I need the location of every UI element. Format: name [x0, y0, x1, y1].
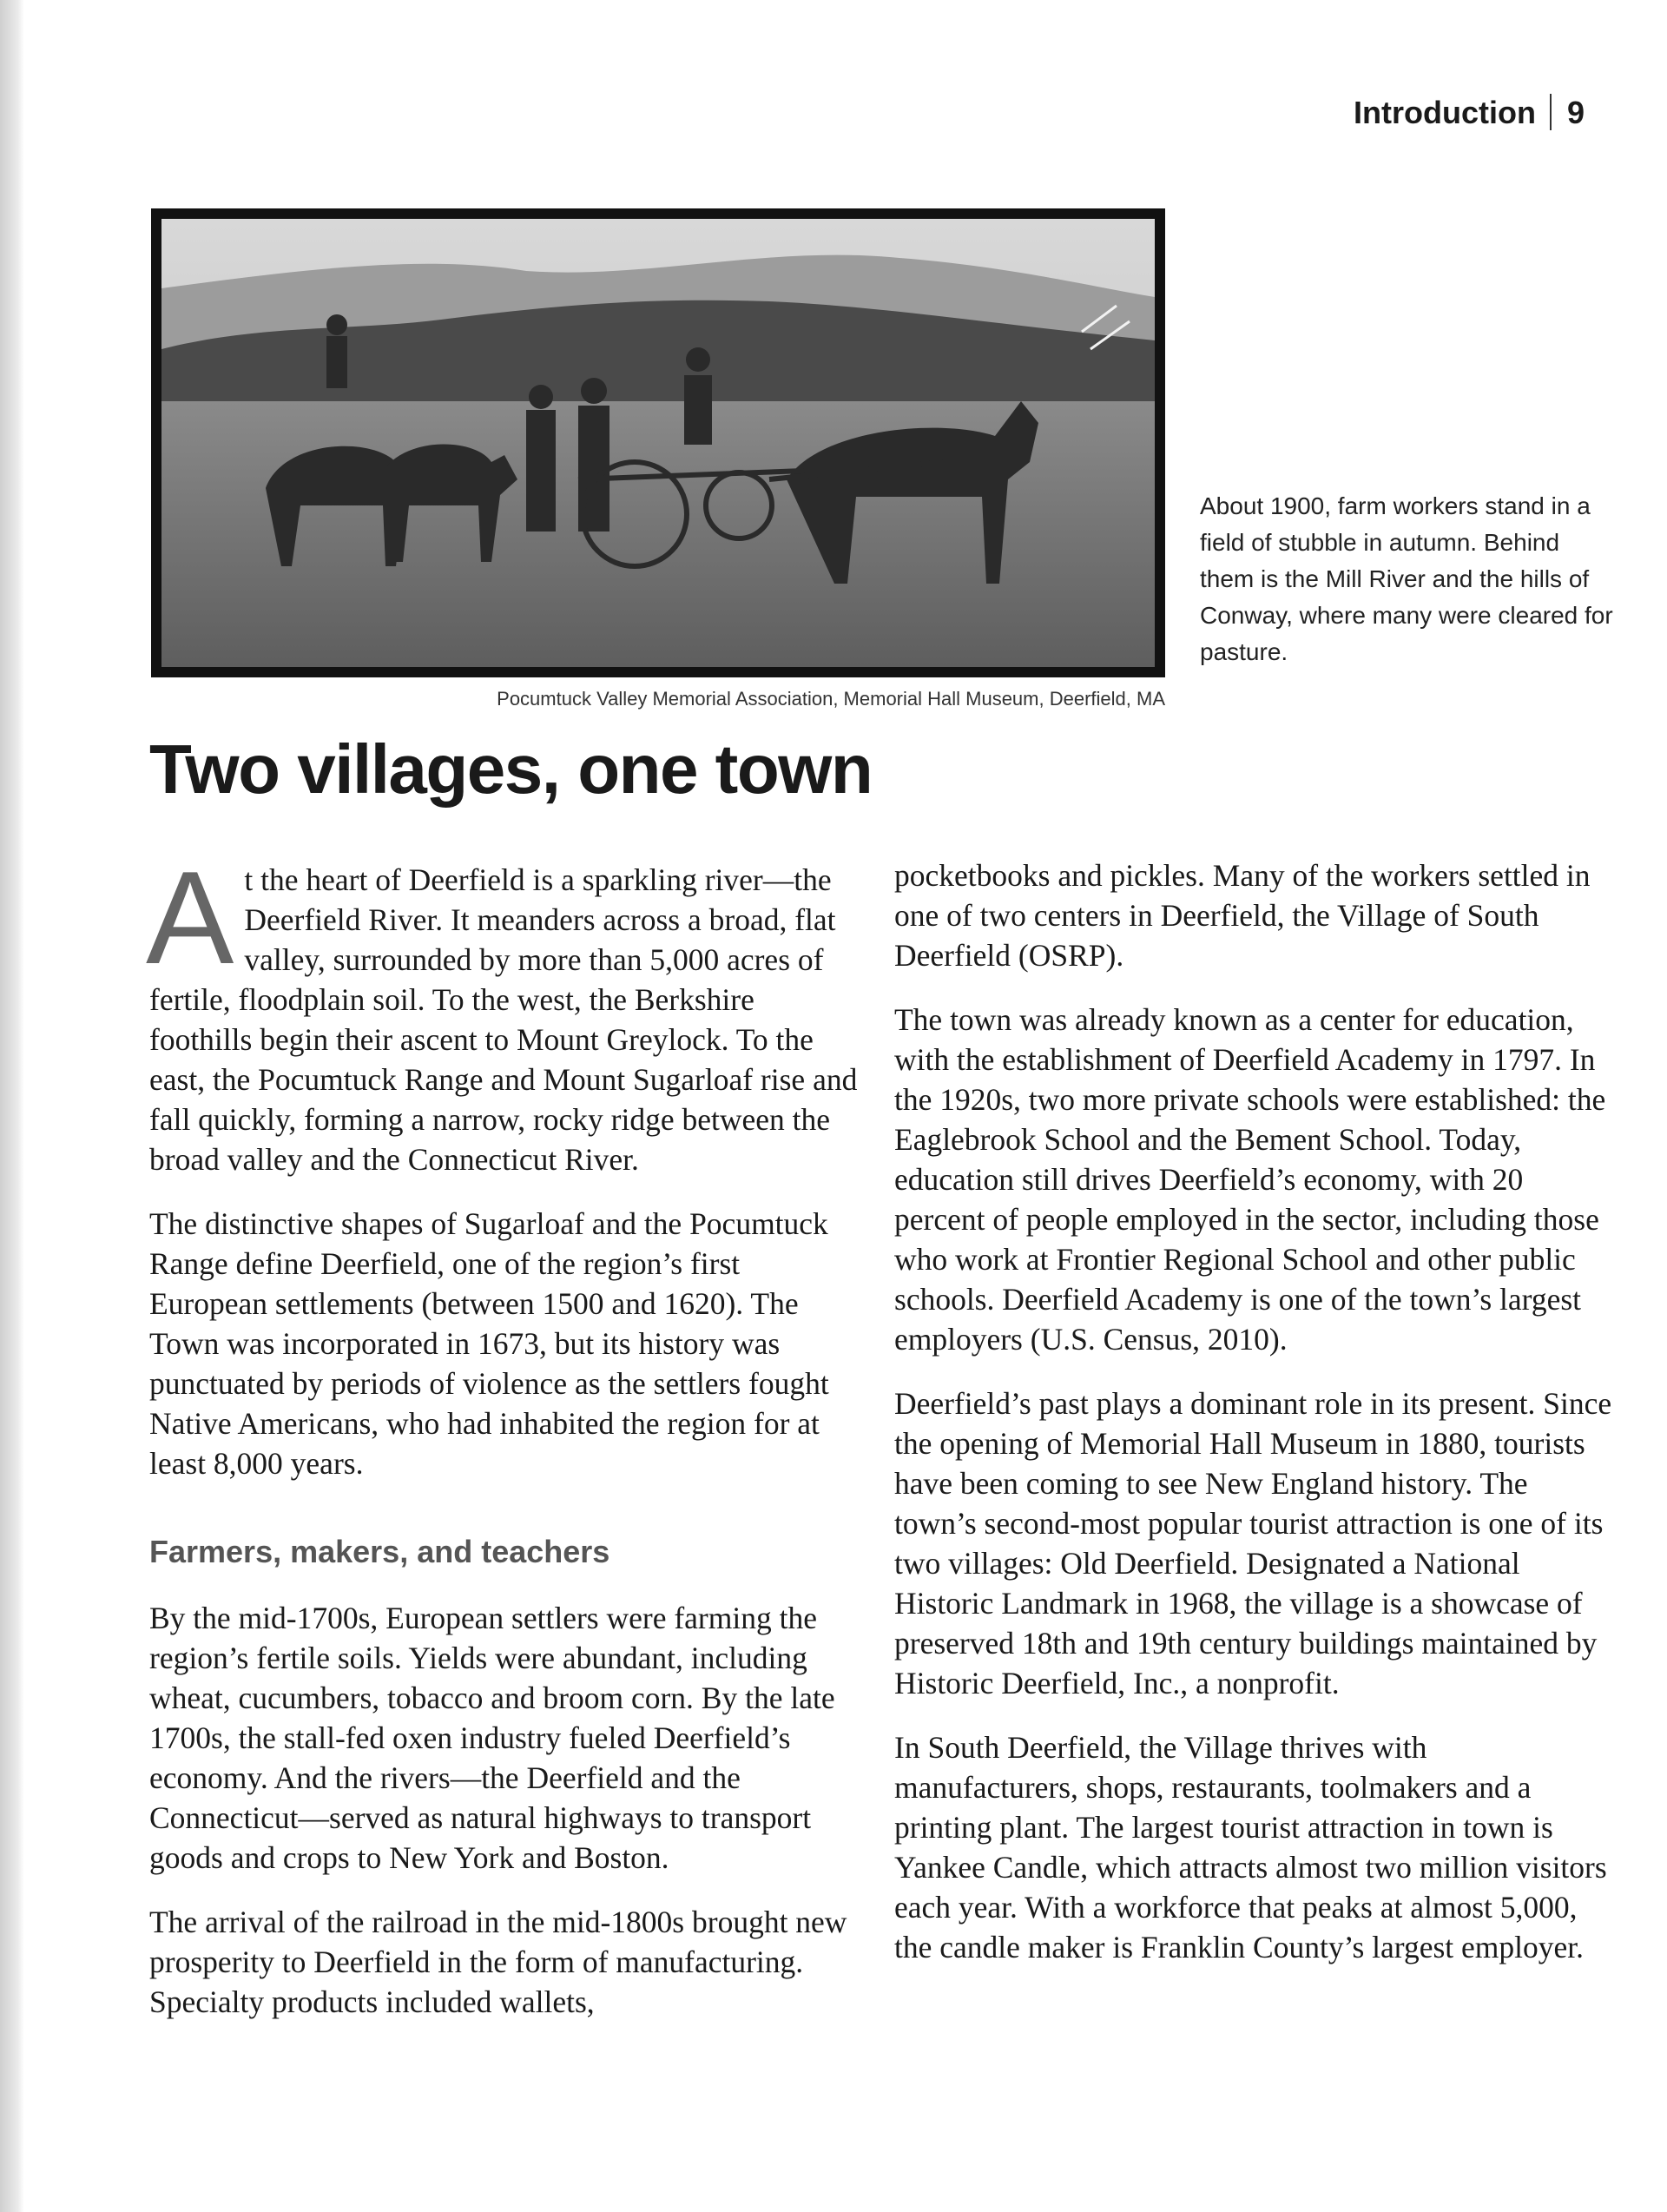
left-column	[146, 844, 861, 2046]
running-head	[1354, 94, 1585, 131]
paragraph: pocketbooks and pickles. Many of the workers settled in one of two centers in Deerfield, the Village of South Deerfield (OSRP).	[894, 858, 1591, 973]
running-head-section: Introduction	[1354, 95, 1536, 130]
paragraph-intro-text: t the heart of Deerfield is a sparkling river—the Deerfield River. It meanders across a broad, flat valley, surrounded by more than 5,000 acres of fertile, floodplain soil. To the west, the Berkshire foothills begin their ascent to Mount Greylock. To the east, the Pocumtuck Range and Mount Sugarloaf rise and fall quickly, forming a narrow, rocky ridge between the broad valley and the Connecticut River.	[149, 862, 858, 1177]
paragraph-intro	[146, 844, 861, 1179]
photo-credit: Pocumtuck Valley Memorial Association, Memorial Hall Museum, Deerfield, MA	[497, 688, 1165, 710]
paragraph: Deerfield’s past plays a dominant role in its present. Since the opening of Memorial Hall Museum in 1880, tourists have been coming to see New England history. The town’s second-most popular tourist attraction is one of its two villages: Old Deerfield. Designated a National Historic Landmark in 1968, the village is a showcase of preserved 18th and 19th century buildings maintained by Historic Deerfield, Inc., a nonprofit.	[894, 1386, 1612, 1700]
paragraph: The distinctive shapes of Sugarloaf and the Pocumtuck Range define Deerfield, one of the region’s first European settlements (between 1500 and 1620). The Town was incorporated in 1673, but its history was punctuated by periods of violence as the settlers fought Native Americans, who had inhabited the region for at least 8,000 years.	[149, 1206, 829, 1481]
historical-photo	[151, 208, 1165, 677]
running-head-divider	[1550, 94, 1552, 130]
paragraph: By the mid-1700s, European settlers were farming the region’s fertile soils. Yields were abundant, including wheat, cucumbers, tobacco and broom corn. By the late 1700s, the stall-fed oxen industry fueled Deerfield’s economy. And the rivers—the Deerfield and the Connecticut—served as natural highways to transport goods and crops to New York and Boston.	[149, 1601, 835, 1875]
right-column	[894, 855, 1615, 1991]
paragraph: In South Deerfield, the Village thrives with manufacturers, shops, restaurants, toolmakers and a printing plant. The largest tourist attraction in town is Yankee Candle, which attracts almost two million visitors each year. With a workforce that peaks at almost 5,000, the candle maker is Franklin County’s largest employer.	[894, 1730, 1607, 1964]
page-edge-shadow	[0, 0, 24, 2212]
farm-workers-photo-illustration	[161, 219, 1155, 667]
paragraph: The arrival of the railroad in the mid-1800s brought new prosperity to Deerfield in the form of manufacturing. Specialty products included wallets,	[149, 1905, 847, 2019]
photo-caption: About 1900, farm workers stand in a field of stubble in autumn. Behind them is the Mill River and the hills of Conway, where many were cleared for pasture.	[1200, 492, 1613, 665]
section-subheading: Farmers, makers, and teachers	[149, 1534, 610, 1569]
article-headline: Two villages, one town	[149, 730, 873, 808]
drop-cap: A	[146, 844, 234, 992]
page-number: 9	[1566, 95, 1585, 130]
paragraph: The town was already known as a center for education, with the establishment of Deerfield Academy in 1797. In the 1920s, two more private schools were established: the Eaglebrook School and the Bement School. Today, education still drives Deerfield’s economy, with 20 percent of people employed in the sector, including those who work at Frontier Regional School and other public schools. Deerfield Academy is one of the town’s largest employers (U.S. Census, 2010).	[894, 1002, 1606, 1357]
